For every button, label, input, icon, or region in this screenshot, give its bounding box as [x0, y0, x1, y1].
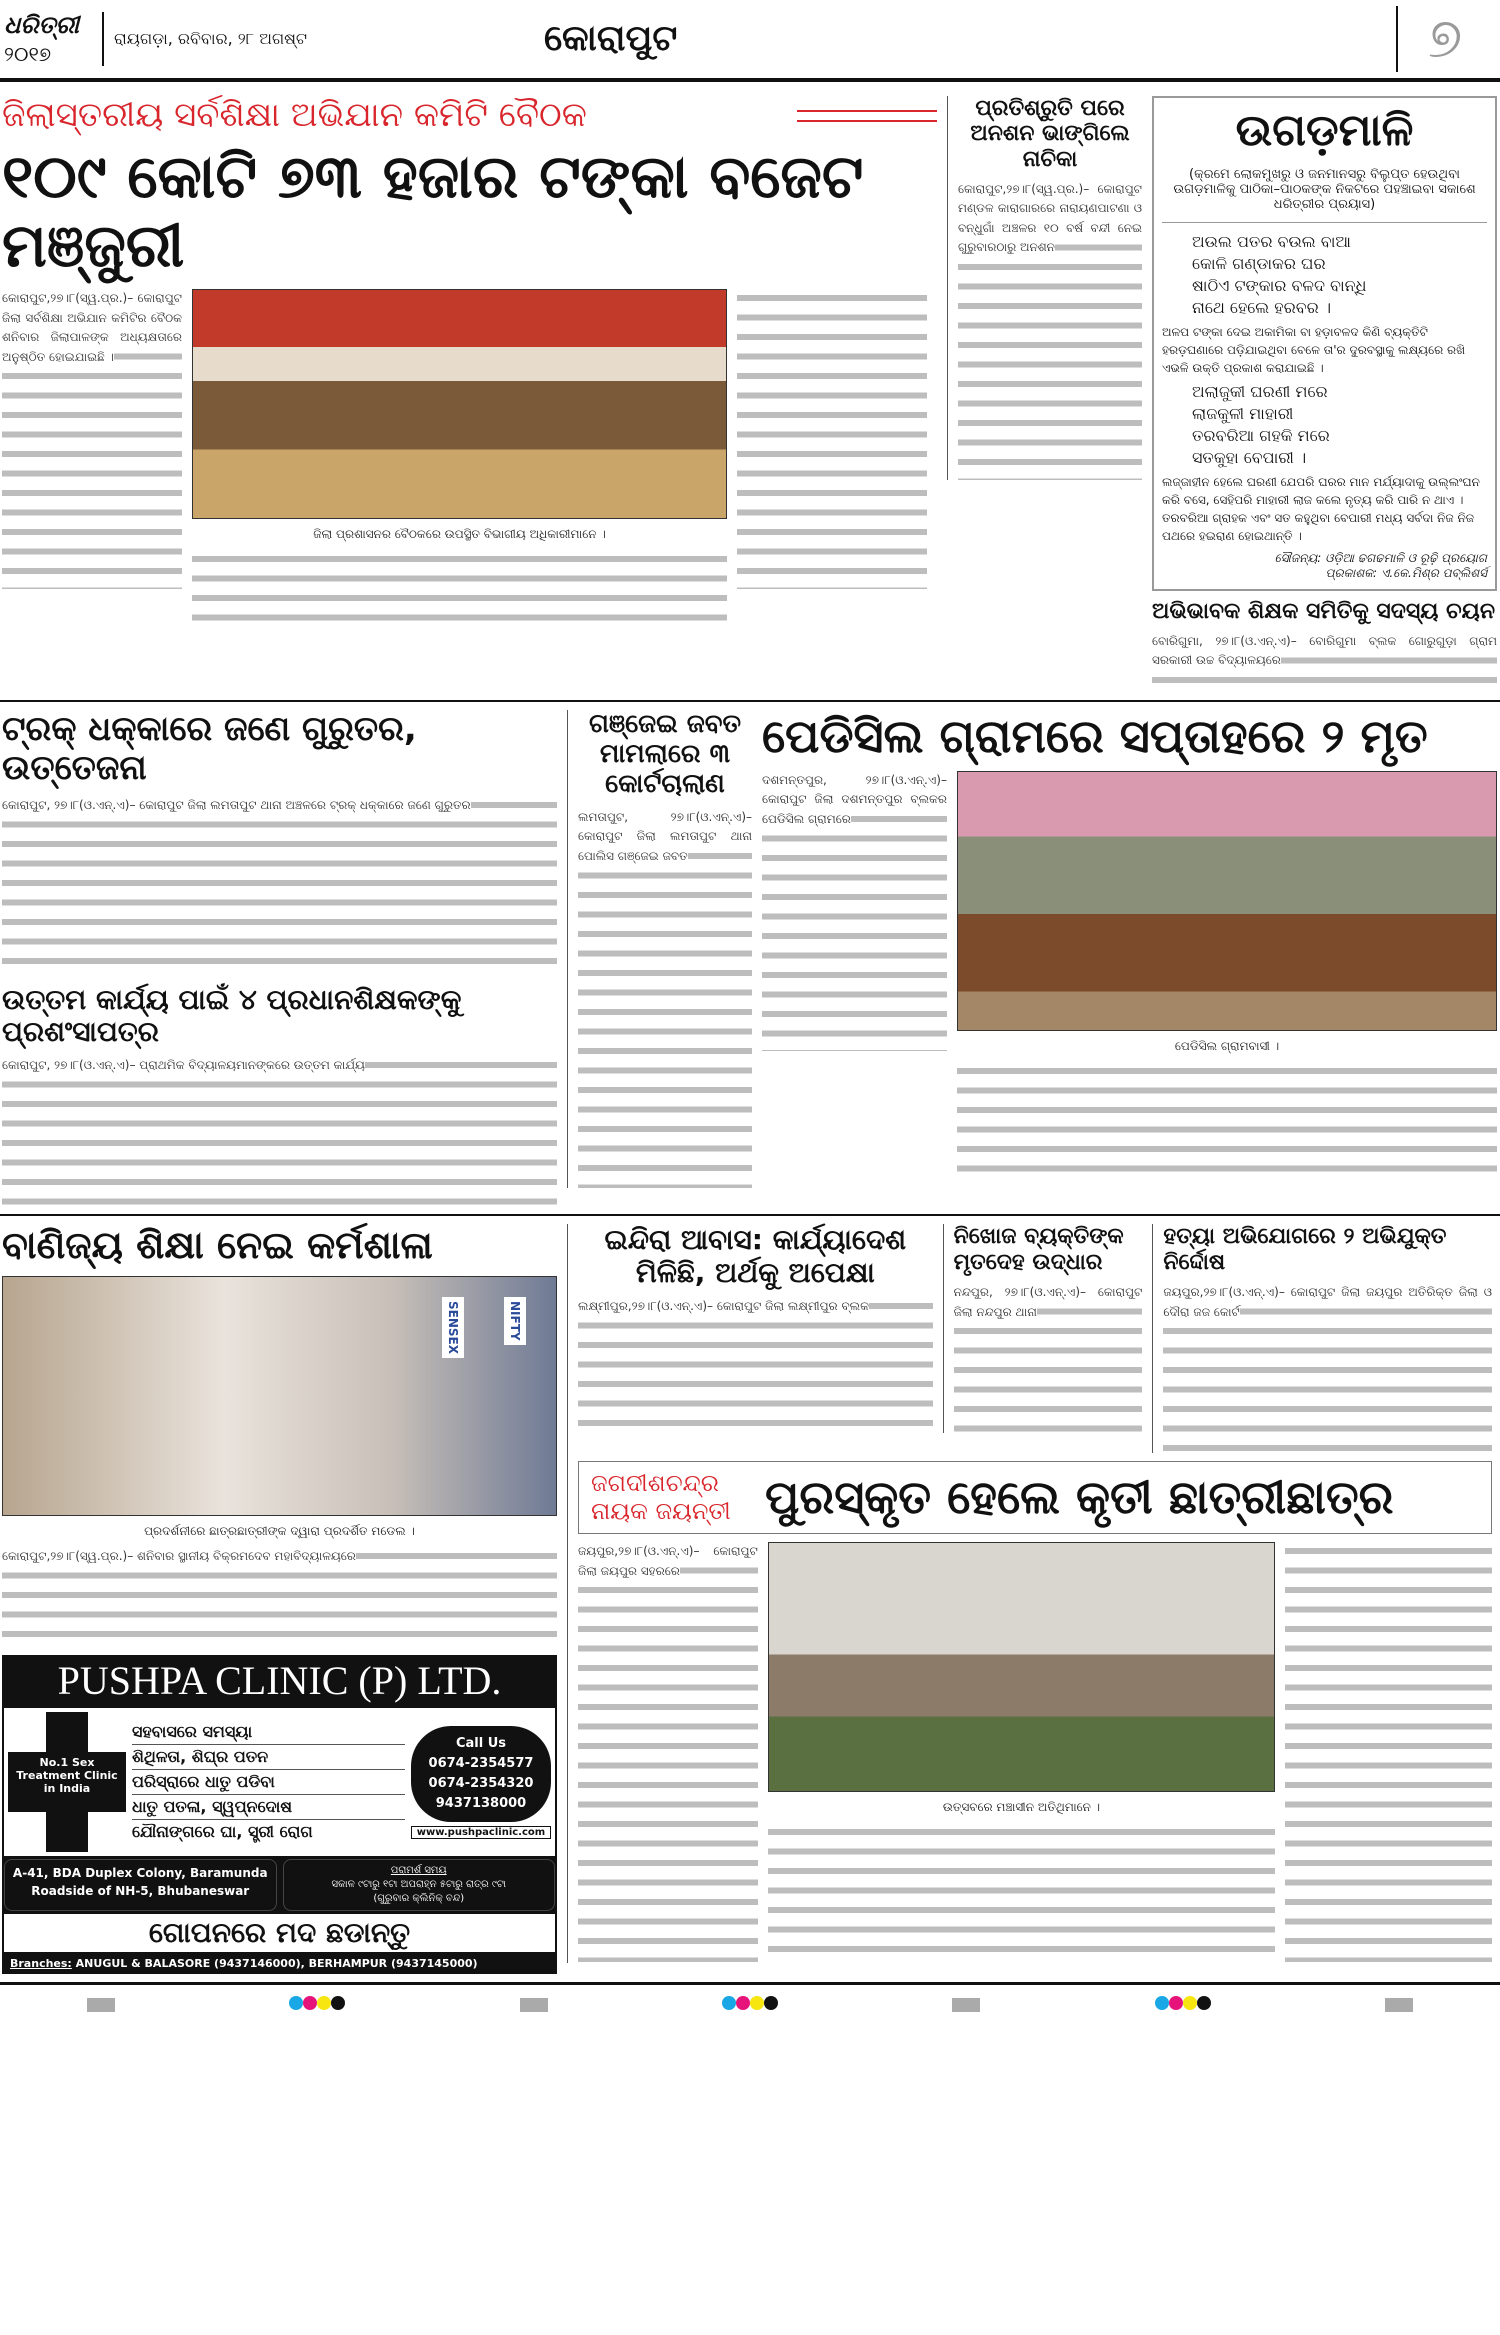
ad-panel [4, 1708, 555, 1856]
phone[interactable]: 0674-2354320 [428, 1775, 534, 1791]
verse-line: ତରବରିଆ ଗହକି ମରେ [1192, 425, 1330, 445]
ganja-headline: ଗଞ୍ଜେଇ ଜବତ ମାମଲାରେ ୩ କୋର୍ଟଚାଲାଣ [588, 708, 742, 799]
bottom-row [0, 1224, 1500, 1974]
verse-2 [1162, 381, 1487, 469]
jayanti-photo-col [768, 1542, 1275, 1963]
verse-line: ଷାଠିଏ ଟଙ୍କାର ବଳଦ ବାନ୍ଧି [1192, 275, 1367, 295]
explanation: ଅଳପ ଟଙ୍କା ଦେଇ ଅକାମିକା ବା ହଡ଼ାବଳଦ କିଣି ବ୍ୟକ୍ତିଟି ହରଡ଼ଘଣାରେ ପଡ଼ିଯାଇଥିବା ବେଳେ ତା'ର ଦୁରବସ୍ଥାକୁ ଲକ୍ଷ୍ୟରେ ରଖି ଏଭଳି ଉକ୍ତି ପ୍ରକାଶ କରାଯାଇଛି । [1162, 324, 1466, 375]
branches-label: Branches: [10, 1957, 72, 1971]
lead-caption: ଜିଲା ପ୍ରଶାସନର ବୈଠକରେ ଉପସ୍ଥିତ ବିଭାଗୀୟ ଅଧିକାରୀମାନେ । [313, 527, 606, 542]
call-us-burst [411, 1726, 551, 1822]
section-rule [0, 700, 1500, 702]
red-rule [797, 110, 937, 122]
pedisil-caption: ପେଡିସିଲ ଗ୍ରାମବାସୀ । [1174, 1038, 1280, 1053]
verse-line: ସତକୁହା ବେପାରୀ । [1192, 447, 1307, 467]
pedisil-body [762, 771, 947, 1051]
ugadamali-box [1152, 96, 1497, 591]
headmasters-headline: ଉତ୍ତମ କାର୍ଯ୍ୟ ପାଇଁ ୪ ପ୍ରଧାନଶିକ୍ଷକଙ୍କୁ ପ୍ରଶଂସାପତ୍ର [2, 983, 462, 1049]
paper-logo: ଧରିତ୍ରୀ [4, 11, 79, 40]
pedisil-body-bottom [957, 1062, 1497, 1182]
sensex-sign: SENSEX [442, 1297, 464, 1358]
verse-line: ଅଲାଜୁକୀ ଘରଣୀ ମରେ [1192, 381, 1328, 401]
hunger-story [947, 96, 1142, 480]
jayanti-columns [578, 1542, 1492, 1963]
hunger-body [958, 180, 1142, 480]
missing-body [954, 1283, 1143, 1433]
lead-columns [2, 289, 937, 630]
logo-block [4, 12, 104, 66]
address-line: A-41, BDA Duplex Colony, Baramunda [12, 1866, 268, 1881]
ugadamali-title: ଉଗଡ଼ମାଳି [1235, 105, 1414, 156]
verse-line: ଅଉଲ ପତର ବଉଲ ବାଆ [1192, 231, 1351, 251]
ad-line: ସହବାସରେ ସମସ୍ୟା [132, 1720, 405, 1745]
section-title: କୋରାପୁଟ [544, 18, 678, 60]
headmasters-body [2, 1056, 557, 1206]
ad-line: ଧାତୁ ପତଳା, ସ୍ୱପ୍ନଦୋଷ [132, 1795, 405, 1820]
phone[interactable]: 9437138000 [435, 1795, 527, 1811]
timing-title: ପରାମର୍ଶ ସମୟ [390, 1865, 447, 1877]
missing-dateline: ନନ୍ଦପୁର, ୨୭।୮(ଓ.ଏନ୍‌.ଏ)– କୋରାପୁଟ ଜିଲା ନନ୍ଦପୁର ଥାନା [953, 1285, 1143, 1319]
jayanti-photo [768, 1542, 1275, 1792]
lead-story [2, 96, 937, 630]
timing: ସକାଳ ୯ଟାରୁ ୧ଟା ଅପରାହ୍ନ ୫ଟାରୁ ରାତ୍ର ୯ଟା [331, 1879, 507, 1891]
truck-body [2, 796, 557, 976]
lead-photo [192, 289, 727, 519]
ad-branches [4, 1955, 555, 1972]
missing-headline: ନିଖୋଜ ବ୍ୟକ୍ତିଙ୍କ ମୃତଦେହ ଉଦ୍ଧାର [953, 1224, 1124, 1275]
publisher: ପ୍ରକାଶକ: ଏ.କେ.ମିଶ୍ର ପବ୍ଲିଶର୍ସ [1325, 565, 1487, 580]
ad-timing [283, 1859, 556, 1911]
pedisil-photo-col [957, 771, 1497, 1182]
commerce-photo [2, 1276, 557, 1516]
ad-line: ପରିସ୍ରାରେ ଧାତୁ ପଡିବା [132, 1770, 405, 1795]
jayanti-dateline: ଜୟପୁର,୨୭।୮(ଓ.ଏନ୍‌.ଏ)– କୋରାପୁଟ ଜିଲା ଜୟପୁର ସହରରେ [578, 1544, 758, 1578]
murder-headline: ହତ୍ୟା ଅଭିଯୋଗରେ ୨ ଅଭିଯୁକ୍ତ ନିର୍ଦ୍ଦୋଷ [1163, 1224, 1447, 1275]
nifty-sign: NIFTY [504, 1297, 526, 1345]
indira-body [578, 1297, 933, 1427]
commerce-body [2, 1547, 557, 1647]
jayanti-body [578, 1542, 758, 1962]
ganja-story [567, 710, 752, 1188]
lead-kicker: ଜିଲାସ୍ତରୀୟ ସର୍ବଶିକ୍ଷା ଅଭିଯାନ କମିଟି ବୈଠକ [2, 95, 587, 135]
hunger-headline: ପ୍ରତିଶ୍ରୁତି ପରେ ଅନଶନ ଭାଙ୍ଗିଲେ ନାଚିକା [970, 96, 1130, 172]
jayanti-headline: ପୁରସ୍କୃତ ହେଲେ କୃତୀ ଛାତ୍ରୀଛାତ୍ର [765, 1470, 1394, 1525]
verse-line: ନାଥେ ହେଲେ ହରବର । [1192, 297, 1332, 317]
registration-marks [0, 1985, 1500, 2024]
phone[interactable]: 0674-2354577 [428, 1755, 534, 1771]
pedisil-story [762, 710, 1497, 1182]
branches: ANUGUL & BALASORE (9437146000), BERHAMPUR (9437145000) [75, 1957, 478, 1971]
jayanti-caption: ଉତ୍ସବରେ ମଞ୍ଚାସୀନ ଅତିଥିମାନେ । [942, 1800, 1101, 1815]
explanation: ଲଜ୍ଜାହୀନ ହେଲେ ଘରଣୀ ଯେପରି ଘରର ମାନ ମର୍ଯ୍ୟାଦାକୁ ଉଲ୍ଲଂଘନ କରି ବସେ, ସେହିପରି ମାହାରୀ ଲାଜ କଲେ ନୃତ୍ୟ କରି ପାରି ନ ଥାଏ । ତରବରିଆ ଗ୍ରାହକ ଏବଂ ସତ କହୁଥିବା ବେପାରୀ ମଧ୍ୟ ସର୍ବଦା ନିଜ ନିଜ ପଥରେ ହଇରାଣ ହୋଇଥାନ୍ତି । [1162, 474, 1480, 543]
parents-body [1152, 632, 1497, 692]
ad-address [4, 1859, 277, 1911]
ad-badge: No.1 Sex Treatment Clinic in India [16, 1756, 118, 1796]
commerce-caption: ପ୍ରଦର୍ଶନୀରେ ଛାତ୍ରଛାତ୍ରୀଙ୍କ ଦ୍ୱାରା ପ୍ରଦର୍ଶିତ ମଡେଲ । [144, 1524, 415, 1539]
top-row [0, 96, 1500, 692]
hunger-dateline: କୋରାପୁଟ,୨୭।୮(ସ୍ୱ.ପ୍ର.)– କୋରାପୁଟ ମଣ୍ଡଳ କାରାଗାରରେ ନାରାୟଣପାଟଣା ଓ ବନ୍ଧୁଗାଁ ଅଞ୍ଚଳର ୧୦ ବର୍ଷ ବନ୍ଦୀ ନେଇ ଗୁରୁବାରଠାରୁ ଅନଶନ [958, 181, 1142, 255]
call-us-column [411, 1726, 551, 1839]
missing-story [943, 1224, 1143, 1433]
lead-body [2, 289, 182, 589]
pedisil-columns [762, 771, 1497, 1182]
middle-left-column [2, 710, 557, 1207]
pushpa-clinic-ad[interactable] [2, 1655, 557, 1974]
commerce-dateline: କୋରାପୁଟ,୨୭।୮(ସ୍ୱ.ପ୍ର.)– ଶନିବାର ସ୍ଥାନୀୟ ବିକ୍ରମଦେବ ମହାବିଦ୍ୟାଳୟରେ [2, 1549, 356, 1564]
murder-body [1163, 1283, 1492, 1453]
middle-row [0, 710, 1500, 1207]
ugadamali-intro: (କ୍ରମେ ଲୋକମୁଖରୁ ଓ ଜନମାନସରୁ ବିଲୁପ୍ତ ହେଉଥିବା ଉଗଡ଼ମାଳିକୁ ପାଠିକା–ପାଠକଙ୍କ ନିକଟରେ ପହଞ୍ଚାଇବା ସକାଶେ ଧରିତ୍ରୀର ପ୍ରୟାସ) [1162, 167, 1487, 223]
murder-dateline: ଜୟପୁର,୨୭।୮(ଓ.ଏନ୍‌.ଏ)– କୋରାପୁଟ ଜିଲା ଜୟପୁର ଅତିରିକ୍ତ ଜିଲା ଓ ଦୌରା ଜଜ କୋର୍ଟ [1163, 1285, 1492, 1319]
bottom-left-column [2, 1224, 557, 1974]
ganja-body [578, 808, 752, 1188]
indira-story [578, 1224, 933, 1426]
ad-lines [132, 1720, 405, 1844]
ad-title: PUSHPA CLINIC (P) LTD. [57, 1658, 502, 1704]
right-column [1152, 96, 1497, 692]
lead-photo-col [192, 289, 727, 630]
truck-headline: ଟ୍ରକ୍ ଧକ୍କାରେ ଜଣେ ଗୁରୁତର, ଉତ୍ତେଜନା [2, 708, 417, 788]
jayanti-body-bottom [768, 1823, 1275, 1963]
indira-dateline: ଲକ୍ଷ୍ମୀପୁର,୨୭।୮(ଓ.ଏନ୍‌.ଏ)– କୋରାପୁଟ ଜିଲା ଲକ୍ଷ୍ମୀପୁର ବ୍ଲକ [578, 1298, 869, 1313]
lead-dateline: କୋରାପୁଟ,୨୭।୮(ସ୍ୱ.ପ୍ର.)– କୋରାପୁଟ ଜିଲା ସର୍ବଶିକ୍ଷା ଅଭିଯାନ କମିଟିର ବୈଠକ ଶନିବାର ଜିଲାପାଳଙ୍କ ଅଧ୍ୟକ୍ଷତାରେ ଅନୁଷ୍ଠିତ ହୋଇଯାଇଛି । [2, 291, 182, 364]
lead-body-col [737, 289, 927, 589]
masthead [0, 0, 1500, 82]
short-stories-row [578, 1224, 1492, 1453]
lead-kicker-row [2, 96, 937, 135]
page-number: ୭ [1396, 6, 1496, 72]
dateline: ରାୟଗଡ଼ା, ରବିବାର, ୨୮ ଅଗଷ୍ଟ [114, 29, 307, 48]
murder-story [1152, 1224, 1492, 1453]
jayanti-body-right [1285, 1542, 1492, 1962]
verse-line: ଲାଜକୁଳୀ ମାହାରୀ [1192, 403, 1294, 423]
truck-dateline: କୋରାପୁଟ, ୨୭।୮(ଓ.ଏନ୍‌.ଏ)– କୋରାପୁଟ ଜିଲା ଲମତାପୁଟ ଥାନା ଅଞ୍ଚଳରେ ଟ୍ରକ୍ ଧକ୍କାରେ ଜଣେ ଗୁରୁତର [2, 798, 471, 813]
lead-body-bottom [192, 550, 727, 630]
parents-dateline: ବୋରିଗୁମା, ୨୭।୮(ଓ.ଏନ୍‌.ଏ)– ବୋରିଗୁମା ବ୍ଲକ ଗୋରୁଗୁଡ଼ା ଗ୍ରାମ ସରକାରୀ ଉଚ୍ଚ ବିଦ୍ୟାଳୟରେ [1152, 633, 1497, 668]
indira-headline: ଇନ୍ଦିରା ଆବାସ: କାର୍ଯ୍ୟାଦେଶ ମିଳିଛି, ଅର୍ଥକୁ ଅପେକ୍ଷା [604, 1223, 907, 1289]
jayanti-box [578, 1461, 1492, 1534]
year: ୨୦୧୭ [4, 41, 52, 66]
ad-line: ଯୌନାଙ୍ଗରେ ଘା, ସ୍ତ୍ରୀ ରୋଗ [132, 1822, 313, 1842]
cross-icon [8, 1712, 126, 1852]
jayanti-kicker: ଜଗଦୀଶଚନ୍ଦ୍ର ନାୟକ ଜୟନ୍ତୀ [591, 1469, 731, 1525]
address-line: Roadside of NH-5, Bhubaneswar [31, 1884, 250, 1899]
pedisil-headline: ପେଡିସିଲ ଗ୍ରାମରେ ସପ୍ତାହରେ ୨ ମୃତ [762, 708, 1428, 763]
ad-info-row [4, 1859, 555, 1911]
verse-1 [1162, 231, 1487, 319]
ad-slogan: ଗୋପନରେ ମଦ ଛଡାନ୍ତୁ [4, 1914, 555, 1952]
ad-website[interactable]: www.pushpaclinic.com [411, 1826, 551, 1839]
verse-line: କୋଳି ଗଣ୍ଡାକର ଘର [1192, 253, 1326, 273]
lead-headline: ୧୦୯ କୋଟି ୭୩ ହଜାର ଟଙ୍କା ବଜେଟ ମଞ୍ଜୁରୀ [2, 142, 864, 282]
headmasters-dateline: କୋରାପୁଟ, ୨୭।୮(ଓ.ଏନ୍‌.ଏ)– ପ୍ରାଥମିକ ବିଦ୍ୟାଳୟମାନଙ୍କରେ ଉତ୍ତମ କାର୍ଯ୍ୟ [2, 1058, 365, 1073]
commerce-headline: ବାଣିଜ୍ୟ ଶିକ୍ଷା ନେଇ କର୍ମଶାଳା [2, 1223, 433, 1268]
section-rule [0, 1214, 1500, 1216]
pedisil-dateline: ଦଶମନ୍ତପୁର, ୨୭।୮(ଓ.ଏନ୍‌.ଏ)– କୋରାପୁଟ ଜିଲା ଦଶମନ୍ତପୁର ବ୍ଲକର ପେଡିସିଲ ଗ୍ରାମରେ [762, 772, 947, 826]
closed-day: (ଗୁରୁବାର କ୍ଲିନିକ୍ ବନ୍ଦ) [373, 1893, 465, 1905]
ad-line: ଶିଥିଳତା, ଶିଘ୍ର ପତନ [132, 1745, 405, 1770]
bottom-right-column [567, 1224, 1492, 1963]
ganja-dateline: ଲମତାପୁଟ, ୨୭।୮(ଓ.ଏନ୍‌.ଏ)– କୋରାପୁଟ ଜିଲା ଲମତାପୁଟ ଥାନା ପୋଲିସ ଗଞ୍ଜେଇ ଜବତ [578, 809, 752, 863]
parents-headline: ଅଭିଭାବକ ଶିକ୍ଷକ ସମିତିକୁ ସଦସ୍ୟ ଚୟନ [1152, 598, 1495, 624]
courtesy: ସୌଜନ୍ୟ: ଓଡ଼ିଆ ଢଗଢମାଳି ଓ ରୂଢ଼ି ପ୍ରୟୋଗ [1274, 550, 1487, 565]
pedisil-photo [957, 771, 1497, 1031]
call-us-label: Call Us [455, 1735, 507, 1751]
